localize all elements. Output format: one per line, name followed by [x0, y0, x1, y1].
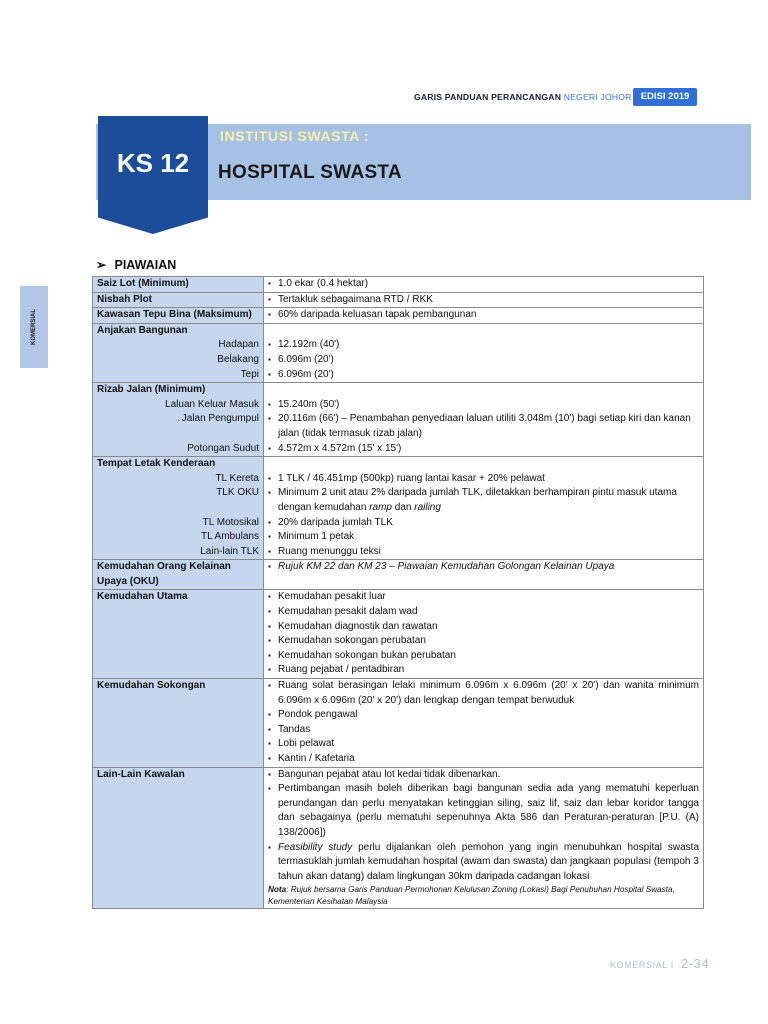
table-row [93, 277, 704, 293]
list-item: ▪ Lobi pelawat [268, 737, 699, 752]
list-item: ▪ Pondok pengawal [268, 708, 699, 723]
list-item: ▪ Feasibility study perlu dijalankan oleh pemohon yang ingin menubuhkan hospital swasta termasuklah jumlah kemudahan hospital (awam dan swasta) dan jangkaan populasi (tempoh 3 tahun akan datang) dalam lingkungan 30km daripada cadangan lokasi [268, 841, 699, 885]
footer-divider: I [670, 960, 674, 970]
row-value [264, 679, 704, 768]
list-item: ▪ Kantin / Kafetaria [268, 752, 699, 767]
list-item: ▪ Kemudahan diagnostik dan rawatan [268, 620, 699, 635]
list-item: ▪ Rujuk KM 22 dan KM 23 – Piawaian Kemudahan Golongan Kelainan Upaya [268, 560, 699, 575]
sub-label: TL Kereta [215, 472, 259, 484]
row-label: Kemudahan Sokongan [93, 679, 264, 768]
section-code: KS 12 [116, 148, 190, 178]
sub-label: Hadapan [218, 339, 259, 351]
row-label: Anjakan Bangunan [97, 324, 188, 336]
list-item: ▪ Ruang menunggu teksi [268, 545, 699, 560]
sub-label: TLK OKU [216, 487, 259, 499]
table-row [93, 457, 704, 560]
category-subtitle: INSTITUSI SWASTA : [220, 128, 370, 144]
list-item: ▪ Tertakluk sebagaimana RTD / RKK [268, 293, 699, 308]
list-item: ▪ Kemudahan sokongan bukan perubatan [268, 649, 699, 664]
sub-label: Laluan Keluar Masuk [165, 398, 259, 410]
table-row [93, 560, 704, 590]
list-item: ▪ 12.192m (40') [268, 338, 699, 353]
side-tab [20, 286, 48, 368]
row-value [264, 383, 704, 457]
sub-label: Lain-lain TLK [200, 545, 259, 557]
table-row [93, 383, 704, 457]
row-value [264, 590, 704, 679]
row-value [264, 560, 704, 590]
list-item: ▪ Kemudahan pesakit luar [268, 590, 699, 605]
row-value [264, 457, 704, 560]
row-value [264, 767, 704, 909]
row-value [264, 308, 704, 324]
row-label-group [93, 457, 264, 560]
list-item: ▪ 15.240m (50') [268, 398, 699, 413]
list-item: ▪ 20.116m (66') – Penambahan penyediaan laluan utiliti 3.048m (10') bagi setiap kiri dan kanan jalan (tidak termasuk rizab jalan) [268, 412, 699, 441]
row-label: Rizab Jalan (Minimum) [97, 384, 206, 396]
edition-badge: EDISI 2019 [633, 88, 697, 106]
list-item: ▪ 20% daripada jumlah TLK [268, 516, 699, 531]
footer-section: KOMERSIAL [610, 960, 668, 970]
sub-label: Potongan Sudut [187, 442, 259, 454]
list-item: ▪ Minimum 2 unit atau 2% daripada jumlah TLK, diletakkan berhampiran pintu masuk utama dengan kemudahan ramp dan railing [268, 486, 699, 515]
page-footer [610, 956, 709, 971]
row-label: Saiz Lot (Minimum) [93, 277, 264, 293]
row-label: Kawasan Tepu Bina (Maksimum) [93, 308, 264, 324]
table-row [93, 767, 704, 909]
list-item: ▪ 60% daripada keluasan tapak pembangunan [268, 308, 699, 323]
row-label: Kemudahan Utama [93, 590, 264, 679]
list-item: ▪ 6.096m (20') [268, 368, 699, 383]
arrow-bullet-icon: ➢ [96, 258, 107, 272]
row-label-group [93, 323, 264, 382]
list-item: ▪ 6.096m (20') [268, 353, 699, 368]
sub-label: TL Ambulans [201, 531, 259, 543]
list-item: ▪ 1.0 ekar (0.4 hektar) [268, 277, 699, 292]
list-item: ▪ Minimum 1 petak [268, 530, 699, 545]
page-number: 2-34 [680, 956, 710, 971]
sub-label: Jalan Pengumpul [181, 413, 259, 425]
list-item: ▪ Ruang solat berasingan lelaki minimum 6.096m x 6.096m (20' x 20') dan wanita minimum 6.096m x 6.096m (20' x 20') dan lengkap dengan tempat berwuduk [268, 679, 699, 708]
table-row [93, 590, 704, 679]
row-label: Nisbah Plot [93, 292, 264, 308]
list-item: ▪ Kemudahan pesakit dalam wad [268, 605, 699, 620]
row-value [264, 277, 704, 293]
guide-title: GARIS PANDUAN PERANCANGAN [414, 92, 562, 102]
table-row [93, 679, 704, 768]
table-row [93, 292, 704, 308]
sub-label: Tepi [240, 368, 259, 380]
row-label: Tempat Letak Kenderaan [97, 458, 216, 470]
row-value [264, 323, 704, 382]
list-item: ▪ 4.572m x 4.572m (15' x 15') [268, 442, 699, 457]
guide-header [414, 92, 632, 102]
table-note: Nota: Rujuk bersama Garis Panduan Permohonan Kelulusan Zoning (Lokasi) Bagi Penubuhan Hospital Swasta, Kementerian Kesihatan Malaysia [268, 885, 675, 907]
standards-table [92, 276, 704, 909]
sub-label: Belakang [217, 353, 259, 365]
list-item: ▪ Pertimbangan masih boleh diberikan bagi bangunan sedia ada yang mematuhi keperluan perundangan dan perlu menyatakan ketinggian siling, saiz lif, saiz dan lebar koridor tangga dan sebagainya (perlu mematuhi sepenuhnya Akta 586 dan Peraturan-peraturan [P.U. (A) 138/2006]) [268, 782, 699, 840]
table-row [93, 323, 704, 382]
state-name: NEGERI JOHOR [563, 92, 632, 102]
row-label-group [93, 383, 264, 457]
sub-label: TL Motosikal [202, 516, 259, 528]
list-item: ▪ Tandas [268, 723, 699, 738]
list-item: ▪ Bangunan pejabat atau lot kedai tidak dibenarkan. [268, 768, 699, 783]
list-item: ▪ Ruang pejabat / pentadbiran [268, 663, 699, 678]
list-item: ▪ Kemudahan sokongan perubatan [268, 634, 699, 649]
section-heading-text: PIAWAIAN [114, 258, 177, 272]
row-value [264, 292, 704, 308]
side-tab-label: KOMERSIAL [31, 309, 37, 345]
section-heading [96, 257, 176, 272]
row-label: Lain-Lain Kawalan [93, 767, 264, 909]
page-title: HOSPITAL SWASTA [218, 162, 402, 183]
table-row [93, 308, 704, 324]
list-item: ▪ 1 TLK / 46.451mp (500kp) ruang lantai kasar + 20% pelawat [268, 472, 699, 487]
row-label: Kemudahan Orang Kelainan Upaya (OKU) [93, 560, 264, 590]
